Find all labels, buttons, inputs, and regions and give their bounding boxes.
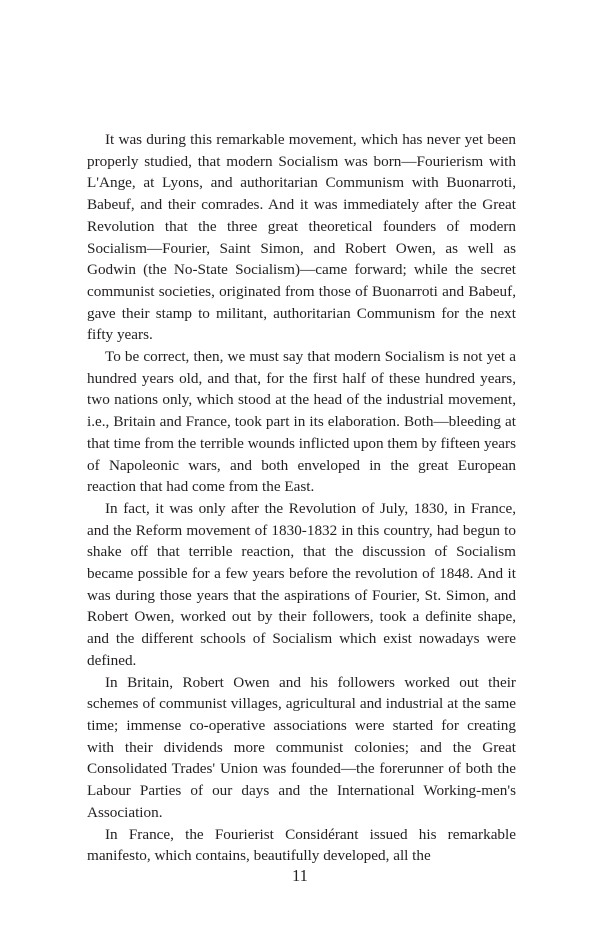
paragraph: To be correct, then, we must say that modern Socialism is not yet a hundred years old, and that, for the first half of these hundred years, two nations only, which stood at the head of the industrial movement, i.e., Britain and France, took part in its elaboration. Both—bleeding at that time from the terrible wounds inflicted upon them by fifteen years of Napoleonic wars, and both enveloped in the great European reaction that had come from the East. [87,348,516,496]
page-body [87,129,516,867]
paragraph: In fact, it was only after the Revolution of July, 1830, in France, and the Reform movement of 1830-1832 in this country, had begun to shake off that terrible reaction, that the discussion of Socialism became possible for a few years before the revolution of 1848. And it was during those years that the aspirations of Fourier, St. Simon, and Robert Owen, worked out by their followers, took a definite shape, and the different schools of Socialism which exist nowadays were defined. [87,499,516,669]
paragraph: In France, the Fourierist Considérant issued his remarkable manifesto, which contains, beautifully developed, all the [87,825,516,865]
paragraph: It was during this remarkable movement, which has never yet been properly studied, that modern Socialism was born—Fourierism with L'Ange, at Lyons, and authoritarian Communism with Buonarroti, Babeuf, and their comrades. And it was immediately after the Great Revolution that the three great theoretical founders of modern Socialism—Fourier, Saint Simon, and Robert Owen, as well as Godwin (the No-State Socialism)—came forward; while the secret communist societies, originated from those of Buonarroti and Babeuf, gave their stamp to militant, authoritarian Communism for the next fifty years. [87,131,516,344]
paragraph: In Britain, Robert Owen and his followers worked out their schemes of communist villages, agricultural and industrial at the same time; immense co-operative associations were started for creating with their dividends more communist colonies; and the Great Consolidated Trades' Union was founded—the forerunner of both the Labour Parties of our days and the International Working-men's Association. [87,673,516,821]
page-number: 11 [292,866,308,885]
